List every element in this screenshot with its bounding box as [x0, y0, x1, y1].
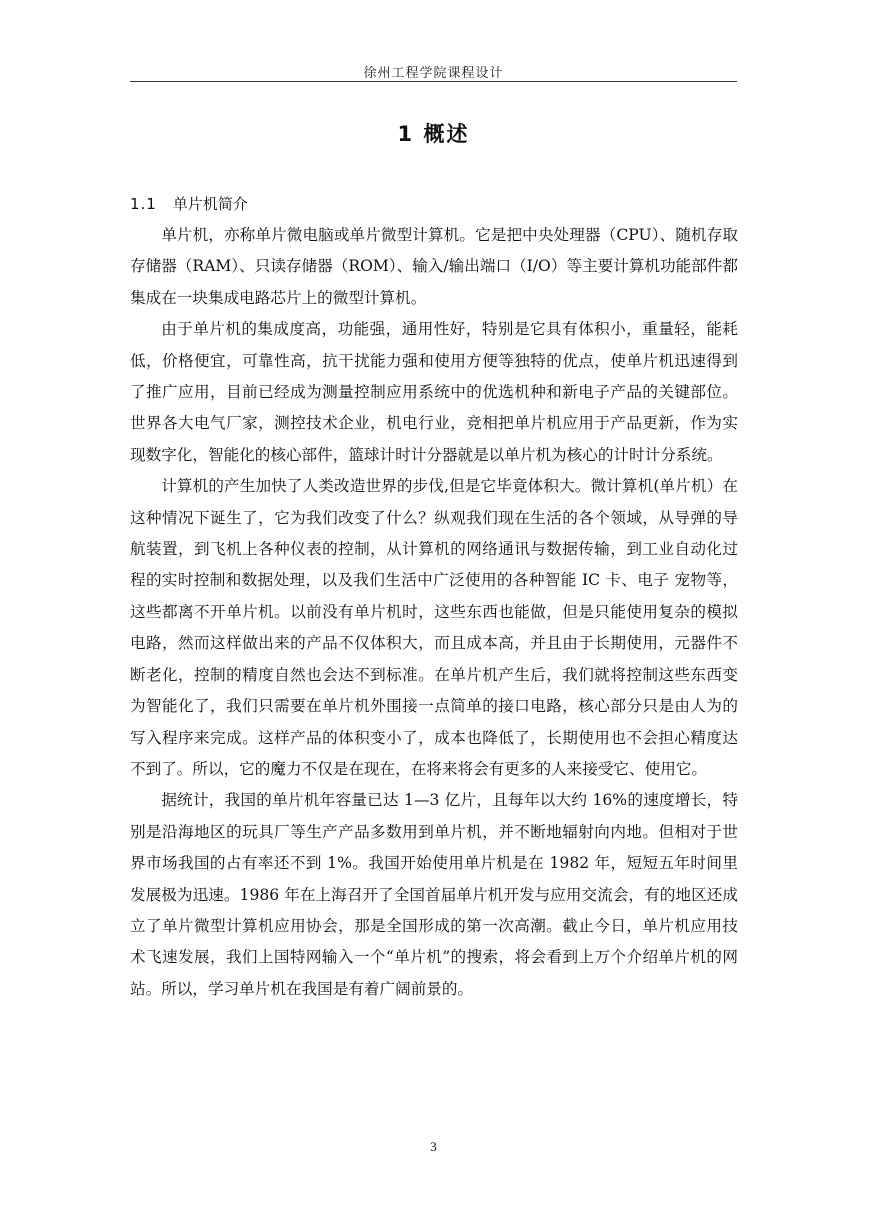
paragraph: 单片机，亦称单片微电脑或单片微型计算机。它是把中央处理器（CPU）、随机存取存储器（RAM）、只读存储器（ROM）、输入/输出端口（I/O）等主要计算机功能部件都集成在一块集成电路芯片上的微型计算机。: [130, 226, 738, 307]
body-text: [130, 220, 738, 1005]
page-number: 3: [430, 1139, 437, 1154]
section-number: 1.1: [130, 195, 157, 213]
header-divider: [130, 81, 737, 82]
section-title: 单片机简介: [172, 195, 248, 213]
page-header: 徐州工程学院课程设计: [363, 66, 504, 81]
paragraph: 由于单片机的集成度高，功能强，通用性好，特别是它具有体积小，重量轻，能耗低，价格便宜，可靠性高，抗干扰能力强和使用方便等独特的优点，使单片机迅速得到了推广应用，目前已经成为测量控制应用系统中的优选机种和新电子产品的关键部位。世界各大电气厂家，测控技术企业，机电行业，竞相把单片机应用于产品更新，作为实现数字化，智能化的核心部件，篮球计时计分器就是以单片机为核心的计时计分系统。: [130, 320, 738, 464]
section-heading: [130, 193, 248, 214]
paragraph: 计算机的产生加快了人类改造世界的步伐,但是它毕竟体积大。微计算机(单片机）在这种情况下诞生了，它为我们改变了什么？纵观我们现在生活的各个领域，从导弹的导航装置，到飞机上各种仪表的控制，从计算机的网络通讯与数据传输，到工业自动化过程的实时控制和数据处理，以及我们生活中广泛使用的各种智能 IC 卡、电子 宠物等，这些都离不开单片机。以前没有单片机时，这些东西也能做，但是只能使用复杂的模拟电路，然而这样做出来的产品不仅体积大，而且成本高，并且由于长期使用，元器件不断老化，控制的精度自然也会达不到标准。在单片机产生后，我们就将控制这些东西变为智能化了，我们只需要在单片机外围接一点简单的接口电路，核心部分只是由人为的写入程序来完成。这样产品的体积变小了，成本也降低了，长期使用也不会担心精度达不到了。所以，它的魔力不仅是在现在，在将来将会有更多的人来接受它、使用它。: [130, 477, 738, 778]
chapter-title: 1 概述: [397, 122, 470, 146]
paragraph: 据统计，我国的单片机年容量已达 1—3 亿片，且每年以大约 16%的速度增长，特别是沿海地区的玩具厂等生产产品多数用到单片机，并不断地辐射向内地。但相对于世界市场我国的占有率还不到 1%。我国开始使用单片机是在 1982 年，短短五年时间里发展极为迅速。1986 年在上海召开了全国首届单片机开发与应用交流会，有的地区还成立了单片微型计算机应用协会，那是全国形成的第一次高潮。截止今日，单片机应用技术飞速发展，我们上国特网输入一个“单片机”的搜索，将会看到上万个介绍单片机的网站。所以，学习单片机在我国是有着广阔前景的。: [130, 791, 738, 998]
